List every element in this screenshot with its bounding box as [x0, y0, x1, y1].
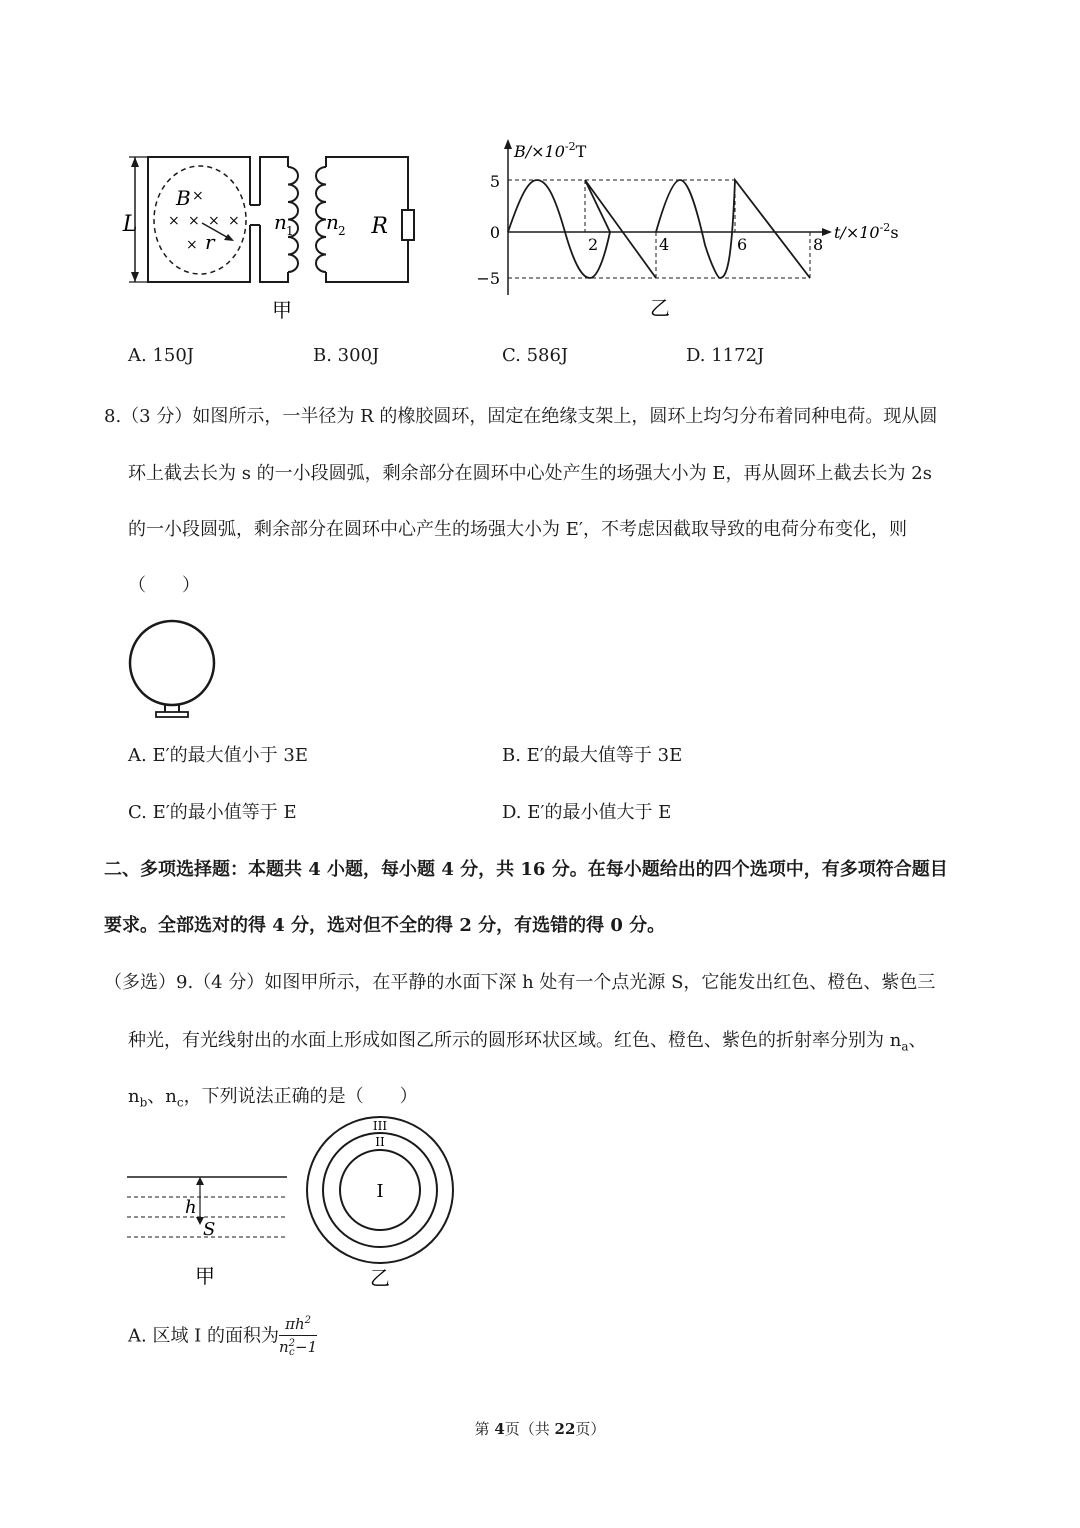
q9-yi-caption: 乙: [370, 1266, 390, 1290]
q9-figure-jia: [125, 1165, 295, 1290]
q8-stem-line2: 环上截去长为 s 的一小段圆弧，剩余部分在圆环中心处产生的场强大小为 E，再从圆环上截去长为 2s: [128, 463, 932, 484]
q8-option-d: D. E′的最小值大于 E: [502, 802, 672, 823]
q7-yi-xtick-8: 8: [813, 235, 824, 254]
q9-stem-line3: $n_b$、$n_c$，下列说法正确的是（ ）: [128, 1086, 418, 1110]
q7-yi-ylabel: $B/\times 10^{-2}T$: [514, 140, 587, 161]
q8-stem-line3: 的一小段圆弧，剩余部分在圆环中心产生的场强大小为 E′，不考虑因截取导致的电荷分布变化，则: [128, 519, 907, 540]
q7-figure-jia: [120, 145, 420, 325]
q7-option-a: A. 150J: [128, 345, 195, 366]
q7-jia-r: r: [205, 230, 215, 254]
q9-stem-line2: 种光，有光线射出的水面上形成如图乙所示的圆形环状区域。红色、橙色、紫色的折射率分别为 $n_a$、: [128, 1030, 927, 1054]
q7-option-c: C. 586J: [502, 345, 569, 366]
q7-jia-R: R: [371, 214, 388, 239]
q7-figure-yi: [476, 135, 910, 325]
q7-jia-n1: n: [274, 210, 287, 234]
svg-text:1: 1: [286, 224, 294, 238]
svg-text:×: ×: [168, 213, 180, 229]
svg-text:×: ×: [192, 188, 204, 204]
q8-option-c: C. E′的最小值等于 E: [128, 802, 297, 823]
q7-jia-n2: n: [326, 210, 339, 234]
svg-text:×: ×: [228, 213, 240, 229]
q9-stem-line1: （多选）9.（4 分）如图甲所示，在平静的水面下深 h 处有一个点光源 S，它能发出红色、橙色、紫色三: [104, 972, 936, 993]
q8-option-a: A. E′的最大值小于 3E: [128, 745, 308, 766]
q7-jia-L: L: [122, 212, 138, 237]
page-number: 4: [494, 1420, 505, 1438]
q9-option-a-fraction: $\pi h^2$ n 2 c −1: [279, 1312, 317, 1357]
q7-yi-caption: 乙: [650, 296, 670, 320]
q7-jia-B: B: [176, 186, 191, 210]
q7-yi-xtick-4: 4: [659, 235, 670, 254]
q7-yi-curve: [508, 180, 810, 278]
q7-jia-caption: 甲: [272, 298, 292, 322]
q9-figure-yi: [300, 1115, 460, 1290]
q8-stem-line4: （ ）: [128, 575, 200, 596]
q9-option-a: A. 区域 I 的面积为 $\pi h^2$ n 2 c −1: [128, 1312, 317, 1357]
q9-jia-h: h: [185, 1197, 197, 1218]
q8-figure-ring: [125, 620, 220, 720]
q7-option-b: B. 300J: [313, 345, 380, 366]
section2-heading-line2: 要求。全部选对的得 4 分，选对但不全的得 2 分，有选错的得 0 分。: [104, 915, 666, 936]
svg-text:×: ×: [188, 213, 200, 229]
q9-jia-caption: 甲: [195, 1264, 215, 1288]
q8-stem-line1: 8.（3 分）如图所示，一半径为 R 的橡胶圆环，固定在绝缘支架上，圆环上均匀分布着同种电荷。现从圆: [104, 406, 938, 427]
q7-option-d: D. 1172J: [686, 345, 765, 366]
page-footer: 第 4页（共 22页）: [474, 1420, 606, 1438]
q7-yi-xlabel: $t/\times 10^{-2}s$: [834, 221, 899, 242]
q7-yi-xtick-6: 6: [737, 235, 748, 254]
q7-yi-xtick-2: 2: [588, 235, 599, 254]
svg-text:×: ×: [186, 237, 198, 253]
q9-yi-region-1: I: [376, 1181, 384, 1202]
svg-text:2: 2: [338, 224, 346, 238]
q7-yi-ytick-5: 5: [489, 172, 500, 191]
section2-heading-line1: 二、多项选择题：本题共 4 小题，每小题 4 分，共 16 分。在每小题给出的四个选项中，有多项符合题目: [104, 859, 948, 880]
q9-yi-region-3: III: [372, 1119, 388, 1133]
q8-option-b: B. E′的最大值等于 3E: [502, 745, 683, 766]
page-total: 22: [554, 1420, 576, 1438]
q7-yi-ytick-m5: −5: [476, 269, 500, 288]
svg-text:×: ×: [208, 213, 220, 229]
q7-yi-ytick-0: 0: [489, 223, 500, 242]
q9-jia-S: S: [203, 1219, 216, 1240]
q9-yi-region-2: II: [375, 1135, 385, 1149]
